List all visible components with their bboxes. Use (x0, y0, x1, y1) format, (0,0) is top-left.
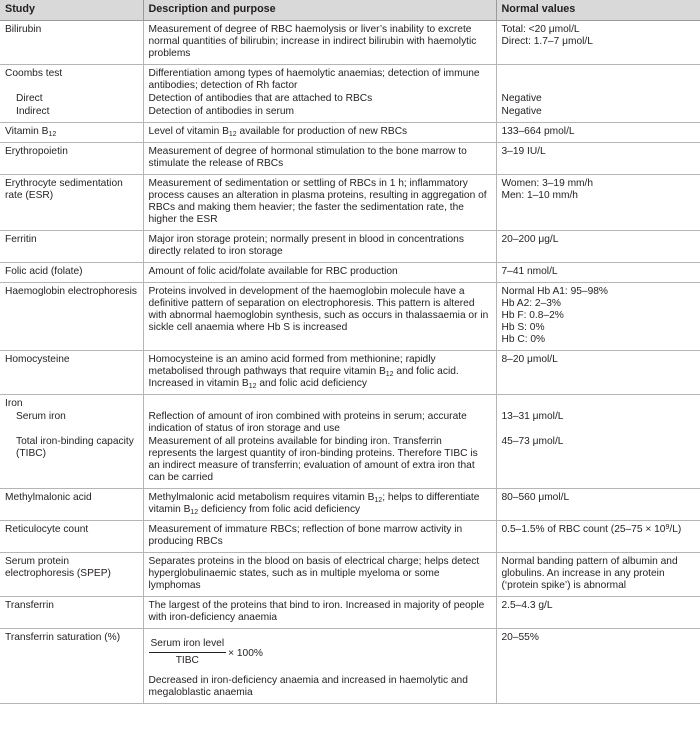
study-cell: Bilirubin (0, 21, 143, 65)
description-cell: Measurement of degree of hormonal stimulation to the bone marrow to stimulate the release of RBCs (143, 143, 496, 175)
normal-value-line: Direct: 1.7–7 μmol/L (501, 36, 593, 47)
description-cell: Separates proteins in the blood on basis of electrical charge; helps detect hyperglobulinaemic states, such as in multiple myeloma or some lymphomas (143, 553, 496, 597)
table-row (0, 231, 700, 263)
table-row (0, 351, 700, 395)
normal-value-line: Women: 3–19 mm/h (501, 178, 594, 189)
normal-values-cell: 80–560 μmol/L (496, 489, 700, 521)
normal-values-cell: 13–31 μmol/L (496, 411, 700, 436)
description-cell (143, 629, 496, 704)
header-study: Study (0, 0, 143, 21)
study-cell: Erythropoietin (0, 143, 143, 175)
description-text: Decreased in iron-deficiency anaemia and increased in haemolytic and megaloblastic anaemia (148, 675, 468, 698)
normal-values-cell (496, 175, 700, 231)
description-cell: Proteins involved in development of the haemoglobin molecule have a definitive pattern of separation on electrophoresis. This pattern is altered with abnormal haemoglobin synthesis, such as occurs in thalassaemia or in sickle cell anaemia where Hb S is increased (143, 283, 496, 351)
table-subrow (0, 93, 700, 106)
description-cell: Amount of folic acid/folate available for RBC production (143, 263, 496, 283)
normal-value-line: Normal Hb A1: 95–98% (501, 286, 608, 297)
study-cell: Serum protein electrophoresis (SPEP) (0, 553, 143, 597)
header-normal-values: Normal values (496, 0, 700, 21)
normal-values-cell: 20–200 μg/L (496, 231, 700, 263)
study-cell: Transferrin (0, 597, 143, 629)
description-cell: Homocysteine is an amino acid formed from methionine; rapidly metabolised through pathways that require vitamin $B_{12}$ and folic acid. Increased in vitamin $B_{12}$ and folic acid deficiency (143, 351, 496, 395)
table-row (0, 283, 700, 351)
header-description: Description and purpose (143, 0, 496, 21)
description-cell: Detection of antibodies that are attached to RBCs (143, 93, 496, 106)
table-row (0, 553, 700, 597)
study-cell: Indirect (0, 106, 143, 123)
normal-values-cell: 0.5–1.5% of RBC count $(25-75 \times 10^9/L)$ (496, 521, 700, 553)
study-cell: Reticulocyte count (0, 521, 143, 553)
normal-values-cell (496, 283, 700, 351)
table-row (0, 629, 700, 704)
study-cell: Folic acid (folate) (0, 263, 143, 283)
normal-value-line: Hb S: 0% (501, 322, 545, 333)
study-cell: Methylmalonic acid (0, 489, 143, 521)
normal-values-cell: Negative (496, 93, 700, 106)
table-row (0, 263, 700, 283)
formula-multiplier: × 100% (228, 647, 263, 659)
study-cell: Iron (5, 398, 23, 409)
study-cell: Serum iron (16, 411, 66, 422)
normal-values-cell (496, 65, 700, 94)
normal-values-cell: Negative (496, 106, 700, 123)
study-cell: Haemoglobin electrophoresis (0, 283, 143, 351)
description-cell: Differentiation among types of haemolytic anaemias; detection of immune antibodies; detection of Rh factor (143, 65, 496, 94)
study-cell: Transferrin saturation (%) (0, 629, 143, 704)
table-row (0, 597, 700, 629)
normal-values-cell: 8–20 μmol/L (496, 351, 700, 395)
description-cell: Methylmalonic acid metabolism requires vitamin $B_{12}$; helps to differentiate vitamin $B_{12}$ deficiency from folic acid deficiency (143, 489, 496, 521)
description-cell: Measurement of all proteins available for binding iron. Transferrin represents the largest quantity of iron-binding proteins. Therefore TIBC is an indirect measure of transferrin; evaluation of amount of extra iron that can be carried (143, 436, 496, 489)
formula-denominator: TIBC (175, 655, 199, 666)
description-cell: Measurement of sedimentation or settling of RBCs in 1 h; inflammatory process causes an alteration in plasma proteins, resulting in aggregation of RBCs and making them heavier; the faster the sedimentation rate, the higher the ESR (143, 175, 496, 231)
normal-values-cell: 133–664 pmol/L (496, 123, 700, 143)
normal-value-line: Men: 1–10 mm/h (501, 190, 578, 201)
table-subrow (0, 436, 700, 489)
normal-value-line: Hb A2: 2–3% (501, 298, 561, 309)
normal-values-cell (496, 21, 700, 65)
table-row (0, 395, 700, 412)
normal-values-cell: 20–55% (496, 629, 700, 704)
description-cell: Measurement of immature RBCs; reflection of bone marrow activity in producing RBCs (143, 521, 496, 553)
saturation-formula (149, 638, 263, 667)
normal-values-cell: 7–41 nmol/L (496, 263, 700, 283)
normal-values-cell (496, 395, 700, 412)
table-row (0, 21, 700, 65)
normal-values-cell: 45–73 μmol/L (496, 436, 700, 489)
description-cell: The largest of the proteins that bind to iron. Increased in majority of people with iron-deficiency anaemia (143, 597, 496, 629)
study-cell: Total iron-binding capacity (TIBC) (0, 436, 143, 489)
table-row (0, 175, 700, 231)
table-header-row (0, 0, 700, 21)
table-row (0, 123, 700, 143)
description-cell: Measurement of degree of RBC haemolysis or liver’s inability to excrete normal quantities of bilirubin; increase in indirect bilirubin with haemolytic problems (143, 21, 496, 65)
study-cell: Coombs test (5, 68, 63, 79)
description-cell (143, 395, 496, 412)
table-subrow (0, 411, 700, 436)
normal-values-cell: Normal banding pattern of albumin and globulins. An increase in any protein (‘protein spike’) is abnormal (496, 553, 700, 597)
study-cell: Direct (16, 93, 43, 104)
study-cell: Ferritin (0, 231, 143, 263)
description-cell: Detection of antibodies in serum (143, 106, 496, 123)
description-cell: Level of vitamin $B_{12}$ available for production of new RBCs (143, 123, 496, 143)
normal-value-line: Total: <20 μmol/L (501, 24, 580, 35)
table-row (0, 143, 700, 175)
table-subrow (0, 106, 700, 123)
study-cell: Homocysteine (0, 351, 143, 395)
table-row (0, 521, 700, 553)
normal-value-line: Hb C: 0% (501, 334, 546, 345)
table-row (0, 489, 700, 521)
study-cell: Erythrocyte sedimentation rate (ESR) (0, 175, 143, 231)
table-row (0, 65, 700, 94)
normal-values-cell: 2.5–4.3 g/L (496, 597, 700, 629)
study-cell: Vitamin $B_{12}$ (0, 123, 143, 143)
description-cell: Reflection of amount of iron combined with proteins in serum; accurate indication of status of iron storage and use (143, 411, 496, 436)
description-cell: Major iron storage protein; normally present in blood in concentrations directly related to iron storage (143, 231, 496, 263)
formula-numerator: Serum iron level (149, 638, 227, 653)
normal-values-cell: 3–19 IU/L (496, 143, 700, 175)
normal-value-line: Hb F: 0.8–2% (501, 310, 564, 321)
